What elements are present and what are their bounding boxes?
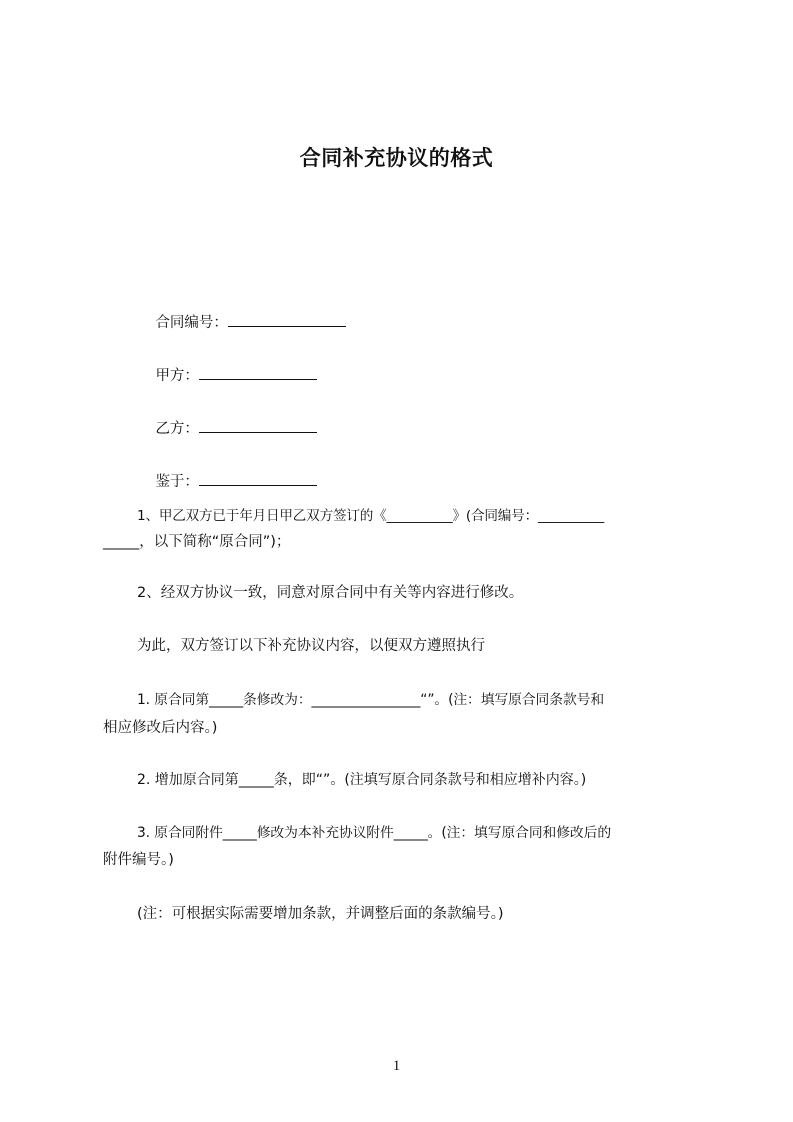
paragraph-1-line-1: 1、甲乙双方已于年月日甲乙双方签订的《__________》(合同编号：__________: [137, 508, 604, 524]
item-3-line-2: 附件编号。): [103, 852, 174, 868]
contract-number-label: 合同编号：: [155, 315, 228, 331]
party-b-label: 乙方：: [155, 421, 199, 437]
item-3-line-1: 3. 原合同附件_____修改为本补充协议附件_____。(注：填写原合同和修改后的: [137, 825, 612, 841]
paragraph-2: 2、经双方协议一致，同意对原合同中有关等内容进行修改。: [137, 585, 524, 601]
contract-number-field: [137, 292, 346, 353]
page-number: 1: [392, 1058, 401, 1074]
party-a-field: [137, 345, 317, 406]
whereas-blank: [199, 471, 317, 486]
item-2: 2. 增加原合同第_____条，即“”。(注填写原合同条款号和相应增补内容。): [137, 772, 587, 788]
party-a-label: 甲方：: [155, 368, 199, 384]
note: (注：可根据实际需要增加条款，并调整后面的条款编号。): [137, 906, 504, 922]
party-a-blank: [199, 365, 317, 380]
whereas-field: [137, 451, 317, 512]
item-1-line-1: 1. 原合同第_____条修改为：________________“”。(注：填写原合同条款号和: [137, 692, 605, 708]
party-b-field: [137, 398, 317, 459]
contract-number-blank: [228, 312, 346, 327]
item-1-line-2: 相应修改后内容。): [103, 720, 218, 736]
paragraph-1-line-2: _____，以下简称“原合同”)；: [103, 534, 291, 550]
paragraph-3: 为此，双方签订以下补充协议内容，以便双方遵照执行: [137, 638, 485, 654]
document-title: 合同补充协议的格式: [299, 146, 494, 170]
whereas-label: 鉴于：: [155, 474, 199, 490]
party-b-blank: [199, 418, 317, 433]
